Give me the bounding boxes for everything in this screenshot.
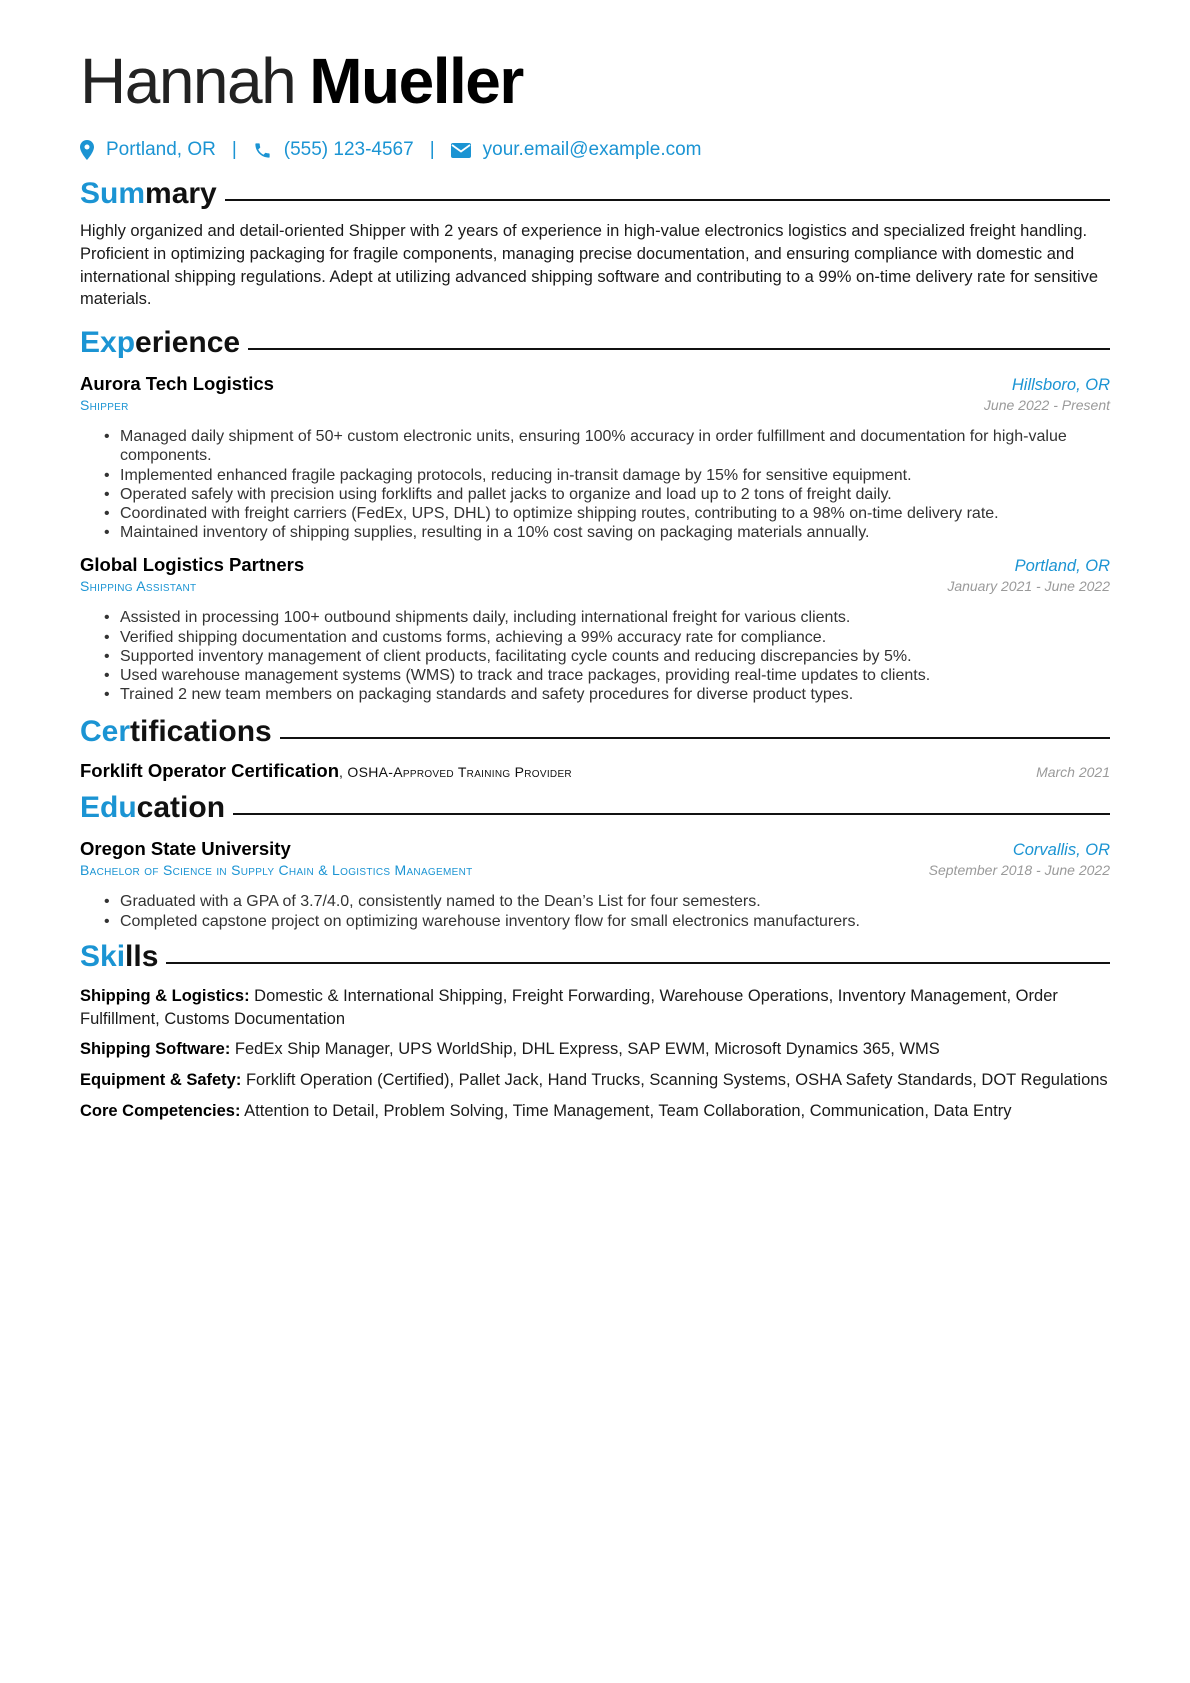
skill-row [80,1100,1110,1123]
last-name: Mueller [309,45,523,117]
education-entry [80,838,1110,930]
section-divider [233,813,1110,815]
location-text: Portland, OR [106,139,216,160]
education-heading [80,788,1110,828]
section-divider [166,962,1110,964]
job-entry [80,554,1110,704]
contact-email[interactable] [451,139,702,161]
summary-heading [80,174,1110,214]
phone-icon [253,141,272,160]
skill-value: Domestic & International Shipping, Freight Forwarding, Warehouse Operations, Inventory Management, Order Fulfillment, Customs Documentation [80,986,1058,1028]
contact-line [80,136,1110,164]
map-marker-icon [80,140,94,160]
section-title: Skills [80,939,159,973]
skill-label: Shipping Software: [80,1040,231,1059]
skill-label: Core Competencies: [80,1102,241,1121]
section-title: Certifications [80,715,272,749]
job-bullets [80,608,1110,704]
list-item: • Completed capstone project on optimizing warehouse inventory flow for small electronics manufacturers. [120,912,1110,931]
certification-title: Forklift Operator Certification [80,760,340,782]
certification-entry [80,760,1110,782]
list-item: • Maintained inventory of shipping supplies, resulting in a 10% cost saving on packaging materials annually. [120,523,1110,542]
section-title: Experience [80,326,241,360]
section-divider [280,737,1110,739]
skill-value: Attention to Detail, Problem Solving, Time Management, Team Collaboration, Communication, Data Entry [240,1102,1012,1121]
section-title: Summary [80,177,217,210]
candidate-name [80,42,1110,120]
section-divider [248,348,1110,350]
list-item: • Used warehouse management systems (WMS) to track and trace packages, providing real-time updates to clients. [120,666,1110,685]
degree-title: Bachelor of Science in Supply Chain & Logistics Management [80,862,473,879]
job-title: Shipping Assistant [80,578,197,595]
certification-date: March 2021 [1036,764,1110,781]
list-item: • Verified shipping documentation and customs forms, achieving a 99% accuracy rate for compliance. [120,628,1110,647]
list-item: • Trained 2 new team members on packaging standards and safety procedures for diverse product types. [120,685,1110,704]
skill-value: FedEx Ship Manager, UPS WorldShip, DHL Express, SAP EWM, Microsoft Dynamics 365, WMS [230,1040,940,1059]
contact-separator: | [231,139,237,160]
email-link: your.email@example.com [482,139,702,160]
summary-text: Highly organized and detail-oriented Shipper with 2 years of experience in high-value electronics logistics and specialized freight handling. Proficient in optimizing packaging for fragile components, managing precise documentation, and ensuring compliance with domestic and international shipping regulations. Adept at utilizing advanced shipping software and contributing to a 99% on-time delivery rate for sensitive materials. [80,222,1099,309]
company-name: Global Logistics Partners [80,554,305,576]
skill-label: Shipping & Logistics: [80,986,250,1005]
school-location: Corvallis, OR [1012,841,1110,860]
skill-value: Forklift Operation (Certified), Pallet Jack, Hand Trucks, Scanning Systems, OSHA Safety Standards, DOT Regulations [241,1071,1108,1090]
job-location: Portland, OR [1014,557,1110,576]
skill-row [80,985,1110,1031]
skill-label: Equipment & Safety: [80,1071,242,1090]
section-title: Education [80,791,226,825]
list-item: • Managed daily shipment of 50+ custom electronic units, ensuring 100% accuracy in order fulfillment and documentation for high-value components. [120,427,1110,465]
skill-row [80,1069,1110,1092]
company-name: Aurora Tech Logistics [80,373,274,395]
list-item: • Implemented enhanced fragile packaging protocols, reducing in-transit damage by 15% for sensitive equipment. [120,466,1110,485]
job-bullets [80,427,1110,542]
job-dates: January 2021 - June 2022 [947,578,1110,595]
contact-separator: | [429,139,435,160]
list-item: • Supported inventory management of client products, facilitating cycle counts and reducing discrepancies by 5%. [120,647,1110,666]
list-item: • Coordinated with freight carriers (FedEx, UPS, DHL) to optimize shipping routes, contributing to a 98% on-time delivery rate. [120,504,1110,523]
school-name: Oregon State University [80,838,291,860]
experience-heading [80,323,1110,363]
skill-row [80,1038,1110,1061]
education-bullets [80,892,1110,930]
education-dates: September 2018 - June 2022 [928,862,1110,879]
job-location: Hillsboro, OR [1011,376,1110,395]
certification-issuer: OSHA-Approved Training Provider [347,764,572,781]
first-name: Hannah [80,45,296,117]
certification-separator: , [339,764,348,781]
skills-heading [80,937,1110,977]
certifications-heading [80,712,1110,752]
job-title: Shipper [80,397,129,414]
list-item: • Graduated with a GPA of 3.7/4.0, consistently named to the Dean’s List for four semesters. [120,892,1110,911]
envelope-icon [451,143,471,158]
contact-location [80,139,216,161]
phone-text: (555) 123-4567 [283,139,414,160]
job-entry [80,373,1110,542]
list-item: • Assisted in processing 100+ outbound shipments daily, including international freight for various clients. [120,608,1110,627]
list-item: • Operated safely with precision using forklifts and pallet jacks to organize and load up to 2 tons of freight daily. [120,485,1110,504]
job-dates: June 2022 - Present [983,397,1110,414]
section-divider [225,199,1110,201]
contact-phone[interactable] [253,139,414,161]
